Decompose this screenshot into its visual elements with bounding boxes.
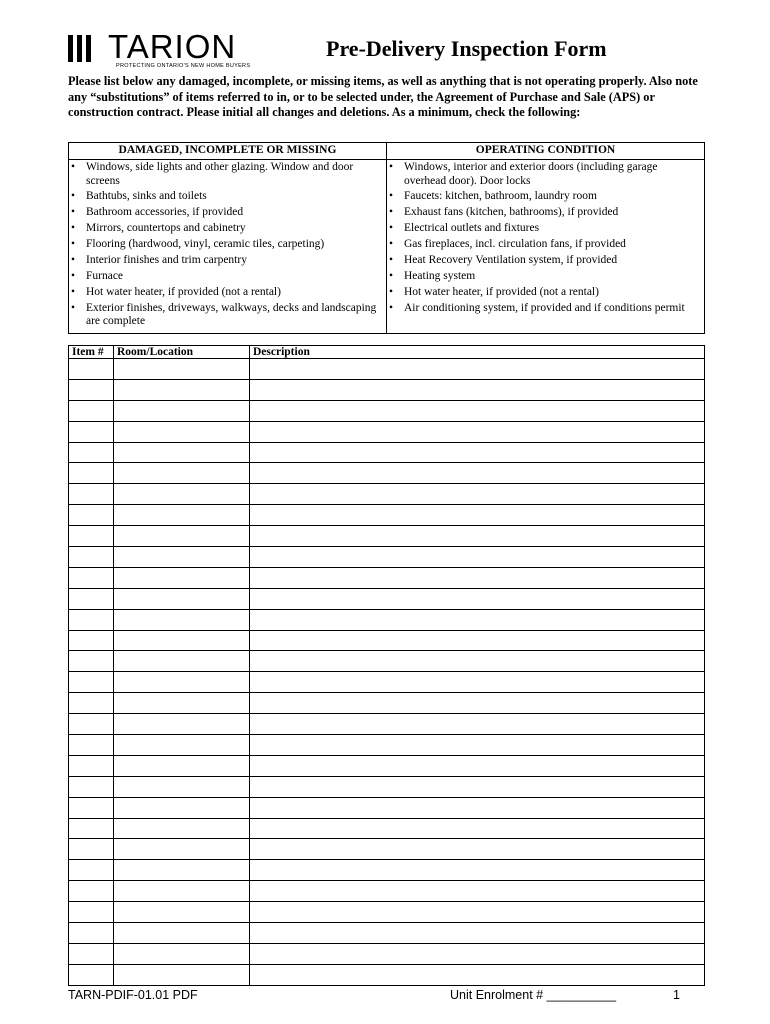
room-location-cell[interactable] <box>114 672 250 693</box>
item-number-cell[interactable] <box>69 400 114 421</box>
description-cell[interactable] <box>250 881 705 902</box>
table-row <box>69 735 705 756</box>
item-number-cell[interactable] <box>69 881 114 902</box>
table-row <box>69 693 705 714</box>
checklist-item <box>71 286 384 300</box>
checklist-item <box>389 286 702 300</box>
room-location-cell[interactable] <box>114 755 250 776</box>
room-location-cell[interactable] <box>114 776 250 797</box>
description-cell[interactable] <box>250 860 705 881</box>
checklist-item <box>71 238 384 252</box>
table-row <box>69 818 705 839</box>
log-header-description: Description <box>250 346 705 359</box>
checklist-item-text: Furnace <box>86 269 124 282</box>
description-cell[interactable] <box>250 651 705 672</box>
description-cell[interactable] <box>250 630 705 651</box>
description-cell[interactable] <box>250 400 705 421</box>
item-number-cell[interactable] <box>69 776 114 797</box>
room-location-cell[interactable] <box>114 818 250 839</box>
checklist-item <box>389 302 702 316</box>
inspection-log-table <box>68 345 705 986</box>
room-location-cell[interactable] <box>114 547 250 568</box>
description-cell[interactable] <box>250 943 705 964</box>
table-row <box>69 923 705 944</box>
room-location-cell[interactable] <box>114 359 250 380</box>
bullet-icon: • <box>389 269 394 282</box>
description-cell[interactable] <box>250 609 705 630</box>
item-number-cell[interactable] <box>69 547 114 568</box>
item-number-cell[interactable] <box>69 359 114 380</box>
unit-enrolment-field[interactable]: Unit Enrolment # __________ <box>450 988 617 1002</box>
item-number-cell[interactable] <box>69 943 114 964</box>
table-row <box>69 526 705 547</box>
item-number-cell[interactable] <box>69 526 114 547</box>
room-location-cell[interactable] <box>114 630 250 651</box>
description-cell[interactable] <box>250 379 705 400</box>
checklist-item-text: Exterior finishes, driveways, walkways, decks and landscaping are complete <box>86 301 377 328</box>
item-number-cell[interactable] <box>69 442 114 463</box>
checklist-item-text: Air conditioning system, if provided and if conditions permit <box>404 301 685 314</box>
table-row <box>69 672 705 693</box>
description-cell[interactable] <box>250 463 705 484</box>
checklist-item <box>71 190 384 204</box>
checklist-item-text: Electrical outlets and fixtures <box>404 222 540 235</box>
table-row <box>69 505 705 526</box>
table-row <box>69 359 705 380</box>
room-location-cell[interactable] <box>114 839 250 860</box>
description-cell[interactable] <box>250 839 705 860</box>
description-cell[interactable] <box>250 547 705 568</box>
checklist-item-text: Exhaust fans (kitchen, bathrooms), if provided <box>404 206 619 219</box>
table-row <box>69 442 705 463</box>
page-title: Pre-Delivery Inspection Form <box>326 36 607 61</box>
checklist-item-text: Heating system <box>404 269 476 282</box>
form-code: TARN-PDIF-01.01 PDF <box>68 988 198 1002</box>
description-cell[interactable] <box>250 421 705 442</box>
description-cell[interactable] <box>250 588 705 609</box>
room-location-cell[interactable] <box>114 505 250 526</box>
room-location-cell[interactable] <box>114 714 250 735</box>
checklist-item-text: Heat Recovery Ventilation system, if provided <box>404 253 618 266</box>
item-number-cell[interactable] <box>69 630 114 651</box>
item-number-cell[interactable] <box>69 505 114 526</box>
description-cell[interactable] <box>250 902 705 923</box>
table-row <box>69 651 705 672</box>
checklist-item <box>389 161 702 188</box>
item-number-cell[interactable] <box>69 755 114 776</box>
checklist-item <box>389 222 702 236</box>
bullet-icon: • <box>71 190 76 203</box>
room-location-cell[interactable] <box>114 881 250 902</box>
description-cell[interactable] <box>250 714 705 735</box>
item-number-cell[interactable] <box>69 693 114 714</box>
description-cell[interactable] <box>250 484 705 505</box>
room-location-cell[interactable] <box>114 797 250 818</box>
table-row <box>69 797 705 818</box>
item-number-cell[interactable] <box>69 964 114 985</box>
table-row <box>69 484 705 505</box>
room-location-cell[interactable] <box>114 400 250 421</box>
checklist-item <box>389 190 702 204</box>
checklist-header-damaged: DAMAGED, INCOMPLETE OR MISSING <box>69 143 387 160</box>
table-row <box>69 714 705 735</box>
bullet-icon: • <box>71 285 76 298</box>
checklist-item <box>389 206 702 220</box>
room-location-cell[interactable] <box>114 923 250 944</box>
checklist-item-text: Mirrors, countertops and cabinetry <box>86 222 246 235</box>
bullet-icon: • <box>71 301 76 314</box>
checklist-item <box>389 270 702 284</box>
room-location-cell[interactable] <box>114 567 250 588</box>
checklist-item-text: Windows, side lights and other glazing. Window and door screens <box>86 161 354 187</box>
table-row <box>69 609 705 630</box>
table-row <box>69 755 705 776</box>
description-cell[interactable] <box>250 818 705 839</box>
bullet-icon: • <box>71 269 76 282</box>
description-cell[interactable] <box>250 964 705 985</box>
description-cell[interactable] <box>250 672 705 693</box>
room-location-cell[interactable] <box>114 588 250 609</box>
room-location-cell[interactable] <box>114 735 250 756</box>
table-row <box>69 860 705 881</box>
checklist-item-text: Interior finishes and trim carpentry <box>86 253 247 266</box>
tarion-logo <box>68 28 274 73</box>
bullet-icon: • <box>71 206 76 219</box>
item-number-cell[interactable] <box>69 672 114 693</box>
description-cell[interactable] <box>250 693 705 714</box>
checklist-item-text: Hot water heater, if provided (not a rental) <box>86 285 281 298</box>
item-number-cell[interactable] <box>69 818 114 839</box>
room-location-cell[interactable] <box>114 421 250 442</box>
log-header-room: Room/Location <box>114 346 250 359</box>
room-location-cell[interactable] <box>114 609 250 630</box>
description-cell[interactable] <box>250 505 705 526</box>
table-row <box>69 567 705 588</box>
item-number-cell[interactable] <box>69 797 114 818</box>
bullet-icon: • <box>389 222 394 235</box>
bullet-icon: • <box>389 190 394 203</box>
logo-tagline: PROTECTING ONTARIO'S NEW HOME BUYERS <box>116 63 251 69</box>
table-row <box>69 776 705 797</box>
checklist-item <box>71 222 384 236</box>
checklist-item <box>71 254 384 268</box>
bullet-icon: • <box>71 222 76 235</box>
table-row <box>69 547 705 568</box>
description-cell[interactable] <box>250 755 705 776</box>
table-row <box>69 421 705 442</box>
checklist-item-text: Windows, interior and exterior doors (including garage overhead door). Door locks <box>404 161 658 187</box>
table-row <box>69 630 705 651</box>
item-number-cell[interactable] <box>69 902 114 923</box>
room-location-cell[interactable] <box>114 484 250 505</box>
item-number-cell[interactable] <box>69 651 114 672</box>
log-table-body <box>69 359 705 986</box>
bullet-icon: • <box>389 253 394 266</box>
bullet-icon: • <box>389 161 394 173</box>
checklist-item <box>71 206 384 220</box>
page-number: 1 <box>673 988 680 1002</box>
description-cell[interactable] <box>250 567 705 588</box>
table-row <box>69 839 705 860</box>
checklist-header-operating: OPERATING CONDITION <box>387 143 705 160</box>
room-location-cell[interactable] <box>114 964 250 985</box>
item-number-cell[interactable] <box>69 860 114 881</box>
checklist-item-text: Flooring (hardwood, vinyl, ceramic tiles, carpeting) <box>86 238 325 251</box>
bullet-icon: • <box>389 285 394 298</box>
room-location-cell[interactable] <box>114 379 250 400</box>
checklist-item <box>71 302 384 329</box>
room-location-cell[interactable] <box>114 693 250 714</box>
item-number-cell[interactable] <box>69 839 114 860</box>
bullet-icon: • <box>71 161 76 173</box>
table-row <box>69 881 705 902</box>
room-location-cell[interactable] <box>114 526 250 547</box>
description-cell[interactable] <box>250 923 705 944</box>
table-row <box>69 902 705 923</box>
bullet-icon: • <box>389 206 394 219</box>
bullet-icon: • <box>71 253 76 266</box>
room-location-cell[interactable] <box>114 860 250 881</box>
item-number-cell[interactable] <box>69 484 114 505</box>
description-cell[interactable] <box>250 526 705 547</box>
room-location-cell[interactable] <box>114 651 250 672</box>
description-cell[interactable] <box>250 776 705 797</box>
checklist-item-text: Bathtubs, sinks and toilets <box>86 190 207 203</box>
checklist-item-text: Bathroom accessories, if provided <box>86 206 244 219</box>
item-number-cell[interactable] <box>69 588 114 609</box>
item-number-cell[interactable] <box>69 735 114 756</box>
table-row <box>69 964 705 985</box>
checklist-item-text: Faucets: kitchen, bathroom, laundry room <box>404 190 597 203</box>
checklist-item-text: Hot water heater, if provided (not a rental) <box>404 285 599 298</box>
logo-wordmark: TARION <box>108 28 237 65</box>
checklist-column-damaged <box>69 160 387 334</box>
item-number-cell[interactable] <box>69 923 114 944</box>
table-row <box>69 463 705 484</box>
description-cell[interactable] <box>250 735 705 756</box>
bullet-icon: • <box>71 238 76 251</box>
description-cell[interactable] <box>250 797 705 818</box>
log-header-item: Item # <box>69 346 114 359</box>
item-number-cell[interactable] <box>69 609 114 630</box>
bullet-icon: • <box>389 301 394 314</box>
item-number-cell[interactable] <box>69 714 114 735</box>
room-location-cell[interactable] <box>114 902 250 923</box>
logo-bars-icon <box>68 35 95 62</box>
description-cell[interactable] <box>250 442 705 463</box>
checklist-item-text: Gas fireplaces, incl. circulation fans, if provided <box>404 238 626 251</box>
table-row <box>69 588 705 609</box>
room-location-cell[interactable] <box>114 463 250 484</box>
item-number-cell[interactable] <box>69 379 114 400</box>
item-number-cell[interactable] <box>69 567 114 588</box>
table-row <box>69 943 705 964</box>
table-row <box>69 400 705 421</box>
intro-instructions: Please list below any damaged, incomplete, or missing items, as well as anything that is not operating properly. Also note any “substitutions” of items referred to in, or to be selected under, the Agreement of Purchase and Sale (APS) or construction contract. Please initial all changes and deletions. As a minimum, check the following: <box>68 74 698 119</box>
room-location-cell[interactable] <box>114 943 250 964</box>
room-location-cell[interactable] <box>114 442 250 463</box>
checklist-table <box>68 142 705 334</box>
checklist-column-operating <box>387 160 705 334</box>
item-number-cell[interactable] <box>69 463 114 484</box>
item-number-cell[interactable] <box>69 421 114 442</box>
checklist-item <box>71 161 384 188</box>
checklist-item <box>389 254 702 268</box>
description-cell[interactable] <box>250 359 705 380</box>
table-row <box>69 379 705 400</box>
checklist-item <box>71 270 384 284</box>
bullet-icon: • <box>389 238 394 251</box>
checklist-item <box>389 238 702 252</box>
